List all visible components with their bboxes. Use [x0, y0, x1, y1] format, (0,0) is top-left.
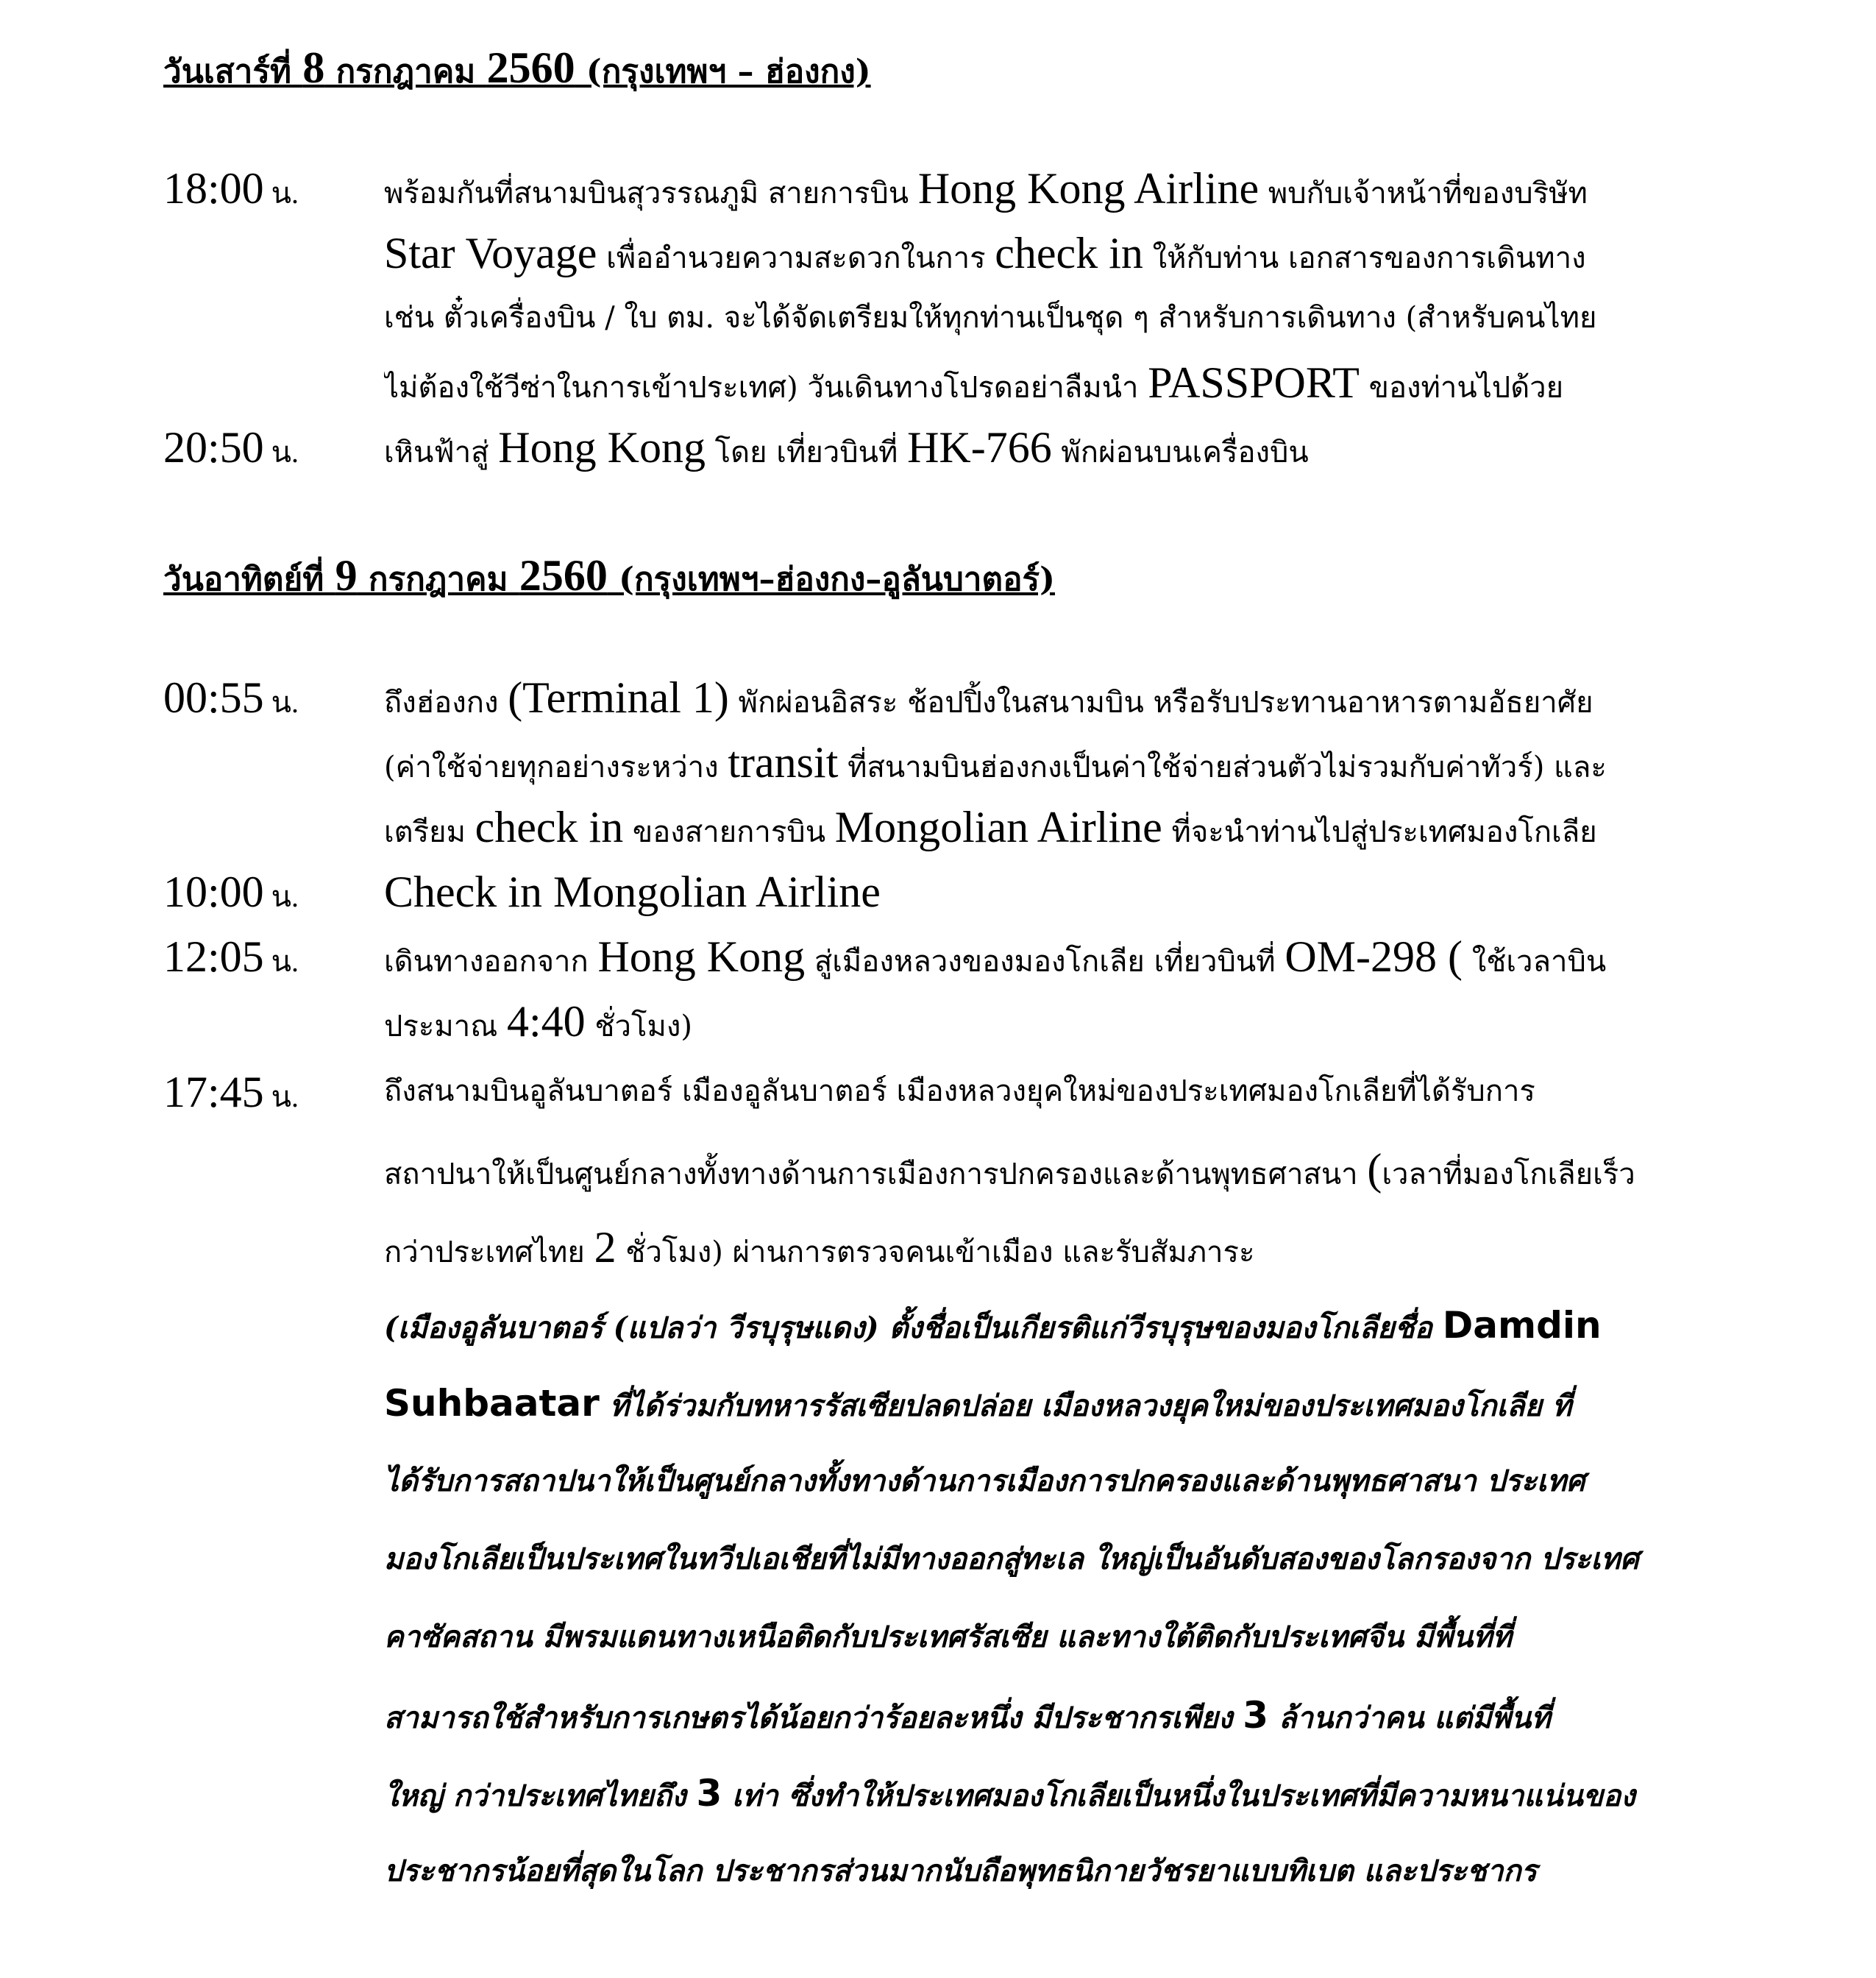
note-line: ได้รับการสถาปนาให้เป็นศูนย์กลางทั้งทางด้านการเมืองการปกครองและด้านพุทธศาสนา ประเทศ — [384, 1464, 1585, 1498]
schedule-entry — [384, 1052, 1701, 1286]
time-label: 12:05 น. — [163, 932, 299, 981]
entry-line: พร้อมกันที่สนามบินสุวรรณภูมิ สายการบิน Hong Kong Airline พบกับเจ้าหน้าที่ของบริษัท — [384, 164, 1588, 213]
day-1-heading — [163, 43, 871, 94]
heading-year: 2560 — [486, 43, 575, 92]
entry-line: กว่าประเทศไทย 2 ชั่วโมง) ผ่านการตรวจคนเข้าเมือง และรับสัมภาระ — [384, 1223, 1255, 1272]
entry-line: Star Voyage เพื่ออำนวยความสะดวกในการ check in ให้กับท่าน เอกสารของการเดินทาง — [384, 229, 1586, 277]
note-line: คาซัคสถาน มีพรมแดนทางเหนือติดกับประเทศรัสเซีย และทางใต้ติดกับประเทศจีน มีพื้นที่ที่ — [384, 1620, 1512, 1654]
entry-line: เตรียม check in ของสายการบิน Mongolian Airline ที่จะนำท่านไปสู่ประเทศมองโกเลีย — [384, 803, 1597, 851]
note-line: มองโกเลียเป็นประเทศในทวีปเอเชียที่ไม่มีทางออกสู่ทะเล ใหญ่เป็นอันดับสองของโลกรองจาก ประเทศ — [384, 1542, 1639, 1576]
time-label: 00:55 น. — [163, 673, 299, 722]
time-label: 18:00 น. — [163, 164, 299, 213]
note-line: ประชากรน้อยที่สุดในโลก ประชากรส่วนมากนับถือพุทธนิกายวัชรยาแบบทิเบต และประชากร — [384, 1854, 1538, 1888]
heading-day-number: 8 — [302, 43, 325, 92]
heading-month: กรกฎาคม — [324, 53, 487, 91]
note-line: Suhbaatar ที่ได้ร่วมกับทหารรัสเซียปลดปล่อย เมืองหลวงยุคใหม่ของประเทศมองโกเลีย ที่ — [384, 1382, 1572, 1425]
heading-route: (กรุงเทพฯ–ฮ่องกง–อูลันบาตอร์) — [607, 561, 1055, 598]
heading-route: (กรุงเทพฯ – ฮ่องกง) — [575, 53, 871, 91]
note-line: (เมืองอูลันบาตอร์ (แปลว่า วีรบุรุษแดง) ตั้งชื่อเป็นเกียรติแก่วีรบุรุษของมองโกเลียชื่อ Damdin — [384, 1304, 1602, 1347]
time-label: 17:45 น. — [163, 1068, 299, 1116]
schedule-entry — [384, 924, 1701, 1054]
schedule-entry — [384, 859, 1701, 924]
heading-day-number: 9 — [335, 551, 358, 600]
schedule-entry — [384, 665, 1701, 859]
schedule-entry — [384, 156, 1701, 415]
entry-line: ถึงฮ่องกง (Terminal 1) พักผ่อนอิสระ ช้อปปิ้งในสนามบิน หรือรับประทานอาหารตามอัธยาศัย — [384, 673, 1593, 722]
time-label: 20:50 น. — [163, 423, 299, 472]
entry-line: เหินฟ้าสู่ Hong Kong โดย เที่ยวบินที่ HK-766 พักผ่อนบนเครื่องบิน — [384, 423, 1309, 472]
entry-line: เดินทางออกจาก Hong Kong สู่เมืองหลวงของมองโกเลีย เที่ยวบินที่ OM-298 ( ใช้เวลาบิน — [384, 932, 1607, 981]
entry-line: เช่น ตั๋วเครื่องบิน / ใบ ตม. จะได้จัดเตรียมให้ทุกท่านเป็นชุด ๆ สำหรับการเดินทาง (สำหรับคนไทย — [384, 301, 1597, 335]
day-2-heading — [163, 553, 1055, 602]
entry-line: (ค่าใช้จ่ายทุกอย่างระหว่าง transit ที่สนามบินฮ่องกงเป็นค่าใช้จ่ายส่วนตัวไม่รวมกับค่าทัวร์) และ — [384, 738, 1607, 787]
ulaanbaatar-note — [384, 1286, 1701, 1910]
schedule-entry — [384, 415, 1701, 480]
heading-year: 2560 — [519, 551, 608, 600]
note-line: สามารถใช้สำหรับการเกษตรได้น้อยกว่าร้อยละหนึ่ง มีประชากรเพียง 3 ล้านกว่าคน แต่มีพื้นที่ — [384, 1694, 1551, 1737]
entry-line: ประมาณ 4:40 ชั่วโมง) — [384, 997, 692, 1046]
heading-month: กรกฎาคม — [357, 561, 519, 598]
time-label: 10:00 น. — [163, 868, 299, 916]
heading-text: วันอาทิตย์ที่ — [163, 561, 335, 598]
entry-line: สถาปนาให้เป็นศูนย์กลางทั้งทางด้านการเมืองการปกครองและด้านพุทธศาสนา (เวลาที่มองโกเลียเร็ว — [384, 1145, 1635, 1194]
heading-text: วันเสาร์ที่ — [163, 53, 303, 91]
note-line: ใหญ่ กว่าประเทศไทยถึง 3 เท่า ซึ่งทำให้ประเทศมองโกเลียเป็นหนึ่งในประเทศที่มีความหนาแน่นของ — [384, 1772, 1635, 1815]
entry-line: ถึงสนามบินอูลันบาตอร์ เมืองอูลันบาตอร์ เมืองหลวงยุคใหม่ของประเทศมองโกเลียที่ได้รับการ — [384, 1074, 1535, 1108]
entry-line: Check in Mongolian Airline — [384, 868, 881, 916]
entry-line: ไม่ต้องใช้วีซ่าในการเข้าประเทศ) วันเดินทางโปรดอย่าลืมนำ PASSPORT ของท่านไปด้วย — [384, 358, 1564, 407]
